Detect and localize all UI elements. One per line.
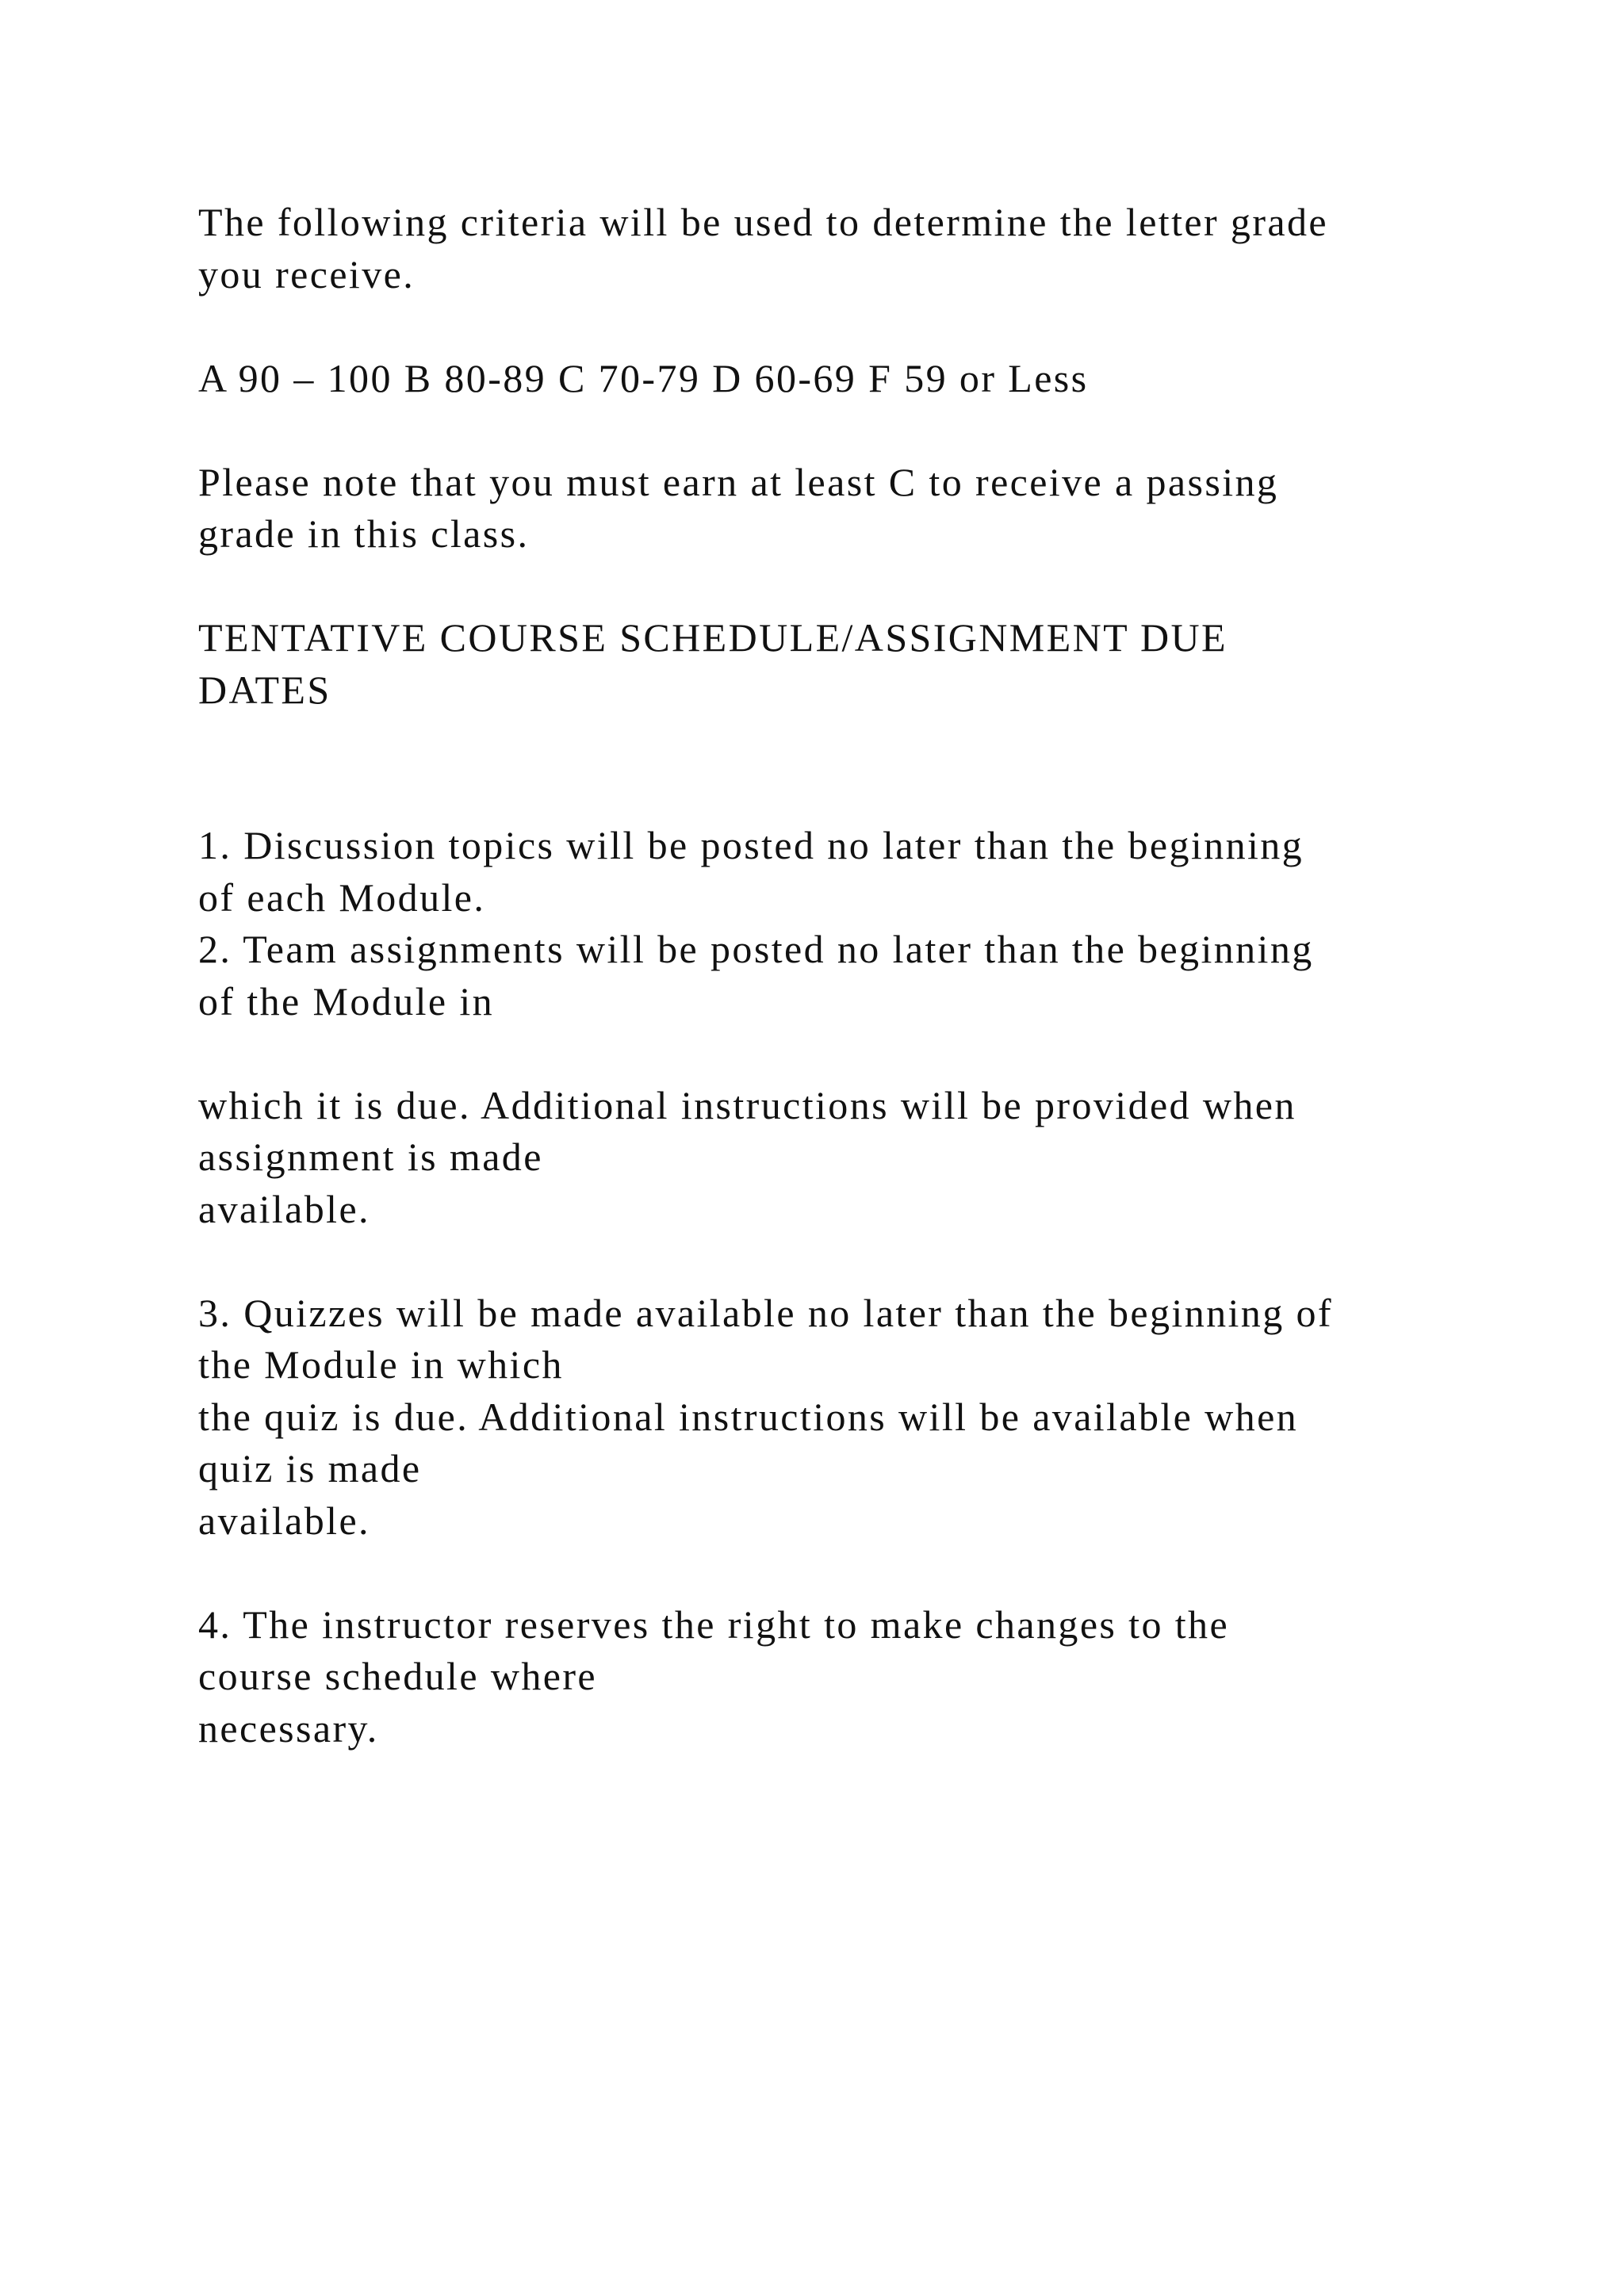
text-line: quiz is made (198, 1446, 422, 1490)
text-line: necessary. (198, 1705, 379, 1751)
criteria-intro-paragraph (198, 197, 1483, 300)
text-line: available. (198, 1498, 370, 1543)
schedule-item-3 (198, 1288, 1483, 1548)
grade-scale-paragraph (198, 353, 1483, 405)
schedule-heading (198, 612, 1483, 716)
text-line: 3. Quizzes will be made available no later than the beginning of (198, 1290, 1333, 1335)
text-line: 4. The instructor reserves the right to make changes to the (198, 1601, 1230, 1647)
text-line: available. (198, 1186, 370, 1231)
schedule-item-4 (198, 1599, 1483, 1755)
text-line: you receive. (198, 251, 416, 297)
passing-note-paragraph (198, 457, 1483, 561)
text-line: the Module in which (198, 1342, 564, 1387)
text-line: assignment is made (198, 1135, 543, 1179)
text-line: of the Module in (198, 978, 495, 1024)
text-line: The following criteria will be used to determine the letter grade (198, 200, 1328, 244)
text-line: DATES (198, 667, 331, 712)
text-line: of each Module. (198, 874, 486, 920)
document-body (198, 197, 1483, 1755)
text-line: TENTATIVE COURSE SCHEDULE/ASSIGNMENT DUE (198, 615, 1228, 660)
schedule-item-2-continued (198, 1080, 1483, 1236)
text-line: grade in this class. (198, 511, 530, 556)
text-line: Please note that you must earn at least C to receive a passing (198, 459, 1279, 504)
text-line: 2. Team assignments will be posted no later than the beginning (198, 927, 1314, 971)
schedule-item-1 (198, 820, 1483, 924)
text-line: 1. Discussion topics will be posted no later than the beginning (198, 823, 1304, 867)
text-line: which it is due. Additional instructions will be provided when (198, 1082, 1297, 1127)
text-line: course schedule where (198, 1654, 597, 1698)
text-line: A 90 – 100 B 80-89 C 70-79 D 60-69 F 59 or Less (198, 355, 1089, 400)
schedule-item-2 (198, 924, 1483, 1027)
text-line: the quiz is due. Additional instructions will be available when (198, 1394, 1299, 1439)
